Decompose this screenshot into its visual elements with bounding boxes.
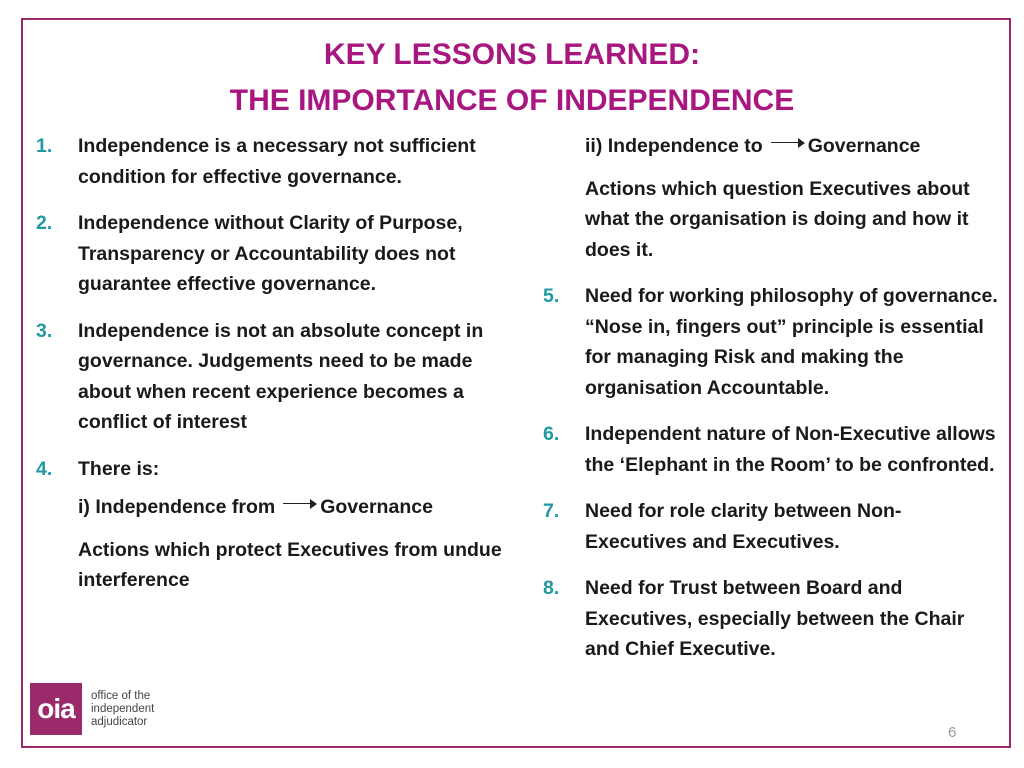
item-text: There is: — [78, 457, 160, 480]
list-item — [36, 208, 526, 300]
title-line-1: KEY LESSONS LEARNED: — [323, 38, 701, 71]
right-arrow-icon — [283, 499, 317, 509]
item-text: Need for working philosophy of governance. “Nose in, fingers out” principle is essential for managing Risk and making the organisation Accountable. — [585, 285, 998, 399]
item-number: 1. — [36, 135, 53, 157]
list-item — [543, 573, 998, 665]
slide-title — [0, 32, 1024, 124]
list-item — [543, 496, 998, 557]
title-line-2: THE IMPORTANCE OF INDEPENDENCE — [229, 84, 795, 117]
item-text: Need for Trust between Board and Executives, especially between the Chair and Chief Executive. — [585, 577, 965, 660]
list-item — [36, 454, 526, 485]
item-text: Need for role clarity between Non-Executives and Executives. — [585, 500, 902, 553]
logo-line-1: office of the — [91, 690, 151, 702]
item-number: 7. — [543, 500, 560, 522]
item-number: 2. — [36, 212, 53, 234]
sub-item-target: Governance — [320, 496, 433, 518]
item-text: Independent nature of Non-Executive allows the ‘Elephant in the Room’ to be confronted. — [585, 423, 996, 476]
logo-line-2: independent — [91, 703, 155, 715]
right-column — [543, 131, 998, 681]
item-number: 3. — [36, 319, 53, 342]
logo-line-3: adjudicator — [91, 716, 148, 728]
list-item — [543, 419, 998, 480]
sub-item-description: Actions which question Executives about what the organisation is doing and how it does it. — [585, 177, 970, 261]
item-text: Independence is a necessary not sufficient condition for effective governance. — [78, 135, 476, 188]
left-column — [36, 131, 526, 612]
list-item — [36, 316, 526, 438]
sub-item-description: Actions which protect Executives from undue interference — [78, 538, 502, 591]
sub-item-independence-from — [36, 492, 526, 523]
item-number: 6. — [543, 423, 560, 445]
item-text: Independence without Clarity of Purpose, Transparency or Accountability does not guarantee effective governance. — [78, 212, 463, 295]
item-text: Independence is not an absolute concept in governance. Judgements need to be made about when recent experience becomes a conflict of interest — [78, 319, 484, 433]
sub-item-target: Governance — [807, 135, 921, 157]
item-number: 5. — [543, 285, 560, 307]
item-number: 4. — [36, 457, 53, 480]
sub-item-independence-to — [543, 131, 998, 162]
list-item — [36, 131, 526, 192]
logo-wordmark — [91, 690, 154, 729]
sub-item-prefix: ii) Independence to — [585, 135, 763, 157]
oia-logo-icon: oia — [30, 683, 82, 735]
item-number: 8. — [543, 577, 560, 599]
list-item — [543, 281, 998, 403]
sub-item-prefix: i) Independence from — [78, 496, 276, 518]
page-number: 6 — [948, 724, 957, 741]
right-arrow-icon — [771, 138, 805, 148]
